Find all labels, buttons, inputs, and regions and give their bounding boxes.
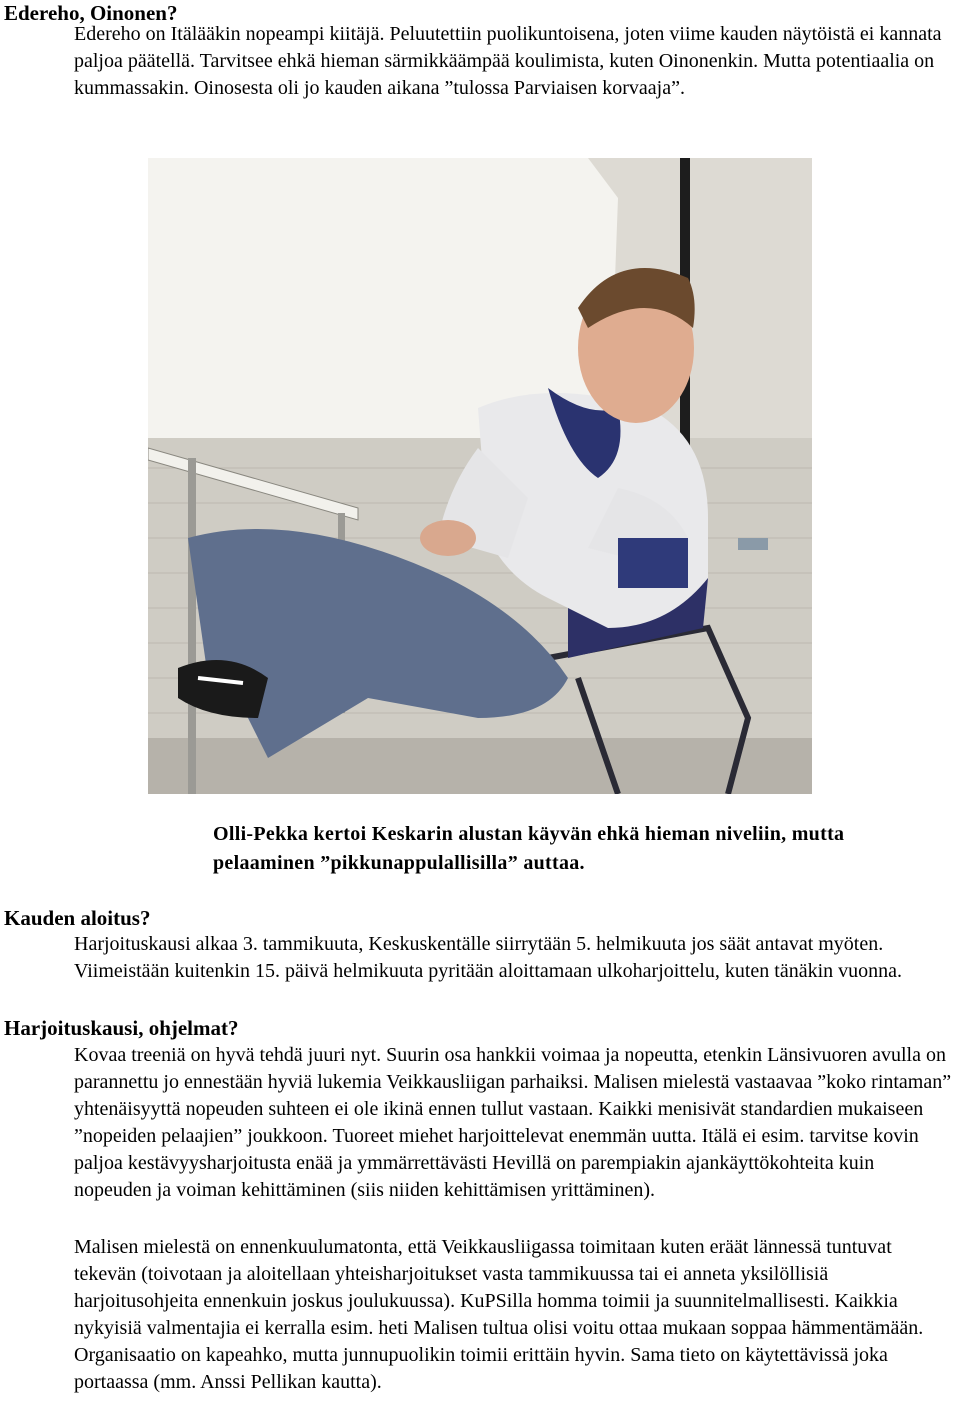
paragraph-harjoituskausi-2: Malisen mielestä on ennenkuulumatonta, että Veikkausliigassa toimitaan kuten eräät lännessä tuntuvat tekevän (toivotaan ja aloitellaan yhteisharjoitukset vasta tammikuussa tai ei anneta yksilöllisiä harjoitusohjeita ennenkuin joskus joulukuussa). KuPSilla homma toimii ja suunnitelmallisesti. Kaikkia nykyisiä valmentajia ei kerralla esim. heti Malisen tultua olisi voitu ottaa mukaan soppaa hämmentämään. Organisaatio on kapeahko, mutta junnupuolikin toimii erittäin hyvin. Sama tieto on käytettävissä joka portaassa (mm. Anssi Pellikan kautta). bbox=[74, 1236, 924, 1393]
paragraph-edereho: Edereho on Itälääkin nopeampi kiitäjä. Peluutettiin puolikuntoisena, joten viime kauden näytöistä ei kannata paljoa päätellä. Tarvitsee ehkä hieman särmikkäämpää koulimista, kuten Oinonenkin. Mutta potentiaalia on kummassakin. Oinosesta oli jo kauden aikana ”tulossa Parviaisen korvaaja”. bbox=[74, 23, 942, 99]
heading-edereho-oinonen: Edereho, Oinonen? bbox=[4, 1, 178, 25]
heading-kauden-aloitus: Kauden aloitus? bbox=[4, 906, 151, 930]
heading-harjoituskausi: Harjoituskausi, ohjelmat? bbox=[4, 1016, 239, 1040]
photo-caption: Olli-Pekka kertoi Keskarin alustan käyvän ehkä hieman niveliin, mutta pelaaminen ”pikkunappulallisilla” auttaa. bbox=[213, 823, 845, 874]
paragraph-kauden-aloitus: Harjoituskausi alkaa 3. tammikuuta, Keskuskentälle siirrytään 5. helmikuuta jos säät antavat myöten. Viimeistään kuitenkin 15. päivä helmikuuta pyritään aloittamaan ulkoharjoittelu, kuten tänäkin vuonna. bbox=[74, 933, 903, 982]
paragraph-harjoituskausi-1: Kovaa treeniä on hyvä tehdä juuri nyt. Suurin osa hankkii voimaa ja nopeutta, etenkin Länsivuoren avulla on parannettu jo ennestään hyviä lukemia Veikkausliigan parhaiksi. Malisen mielestä vastaavaa ”koko rintaman” yhtenäisyyttä nopeuden suhteen ei ole ikinä ennen tullut vastaan. Kaikki menisivät standardien mukaiseen ”nopeiden pelaajien” joukkoon. Tuoreet miehet harjoittelevat enemmän uutta. Itälä ei esim. tarvitse kovin paljoa kestävyysharjoitusta enää ja ymmärrettävästi Hevillä on parempiakin ajankäyttökohteita kuin nopeuden ja voiman kehittäminen (siis niiden kehittämisen yrittäminen). bbox=[74, 1044, 952, 1201]
player-photo bbox=[148, 158, 812, 794]
